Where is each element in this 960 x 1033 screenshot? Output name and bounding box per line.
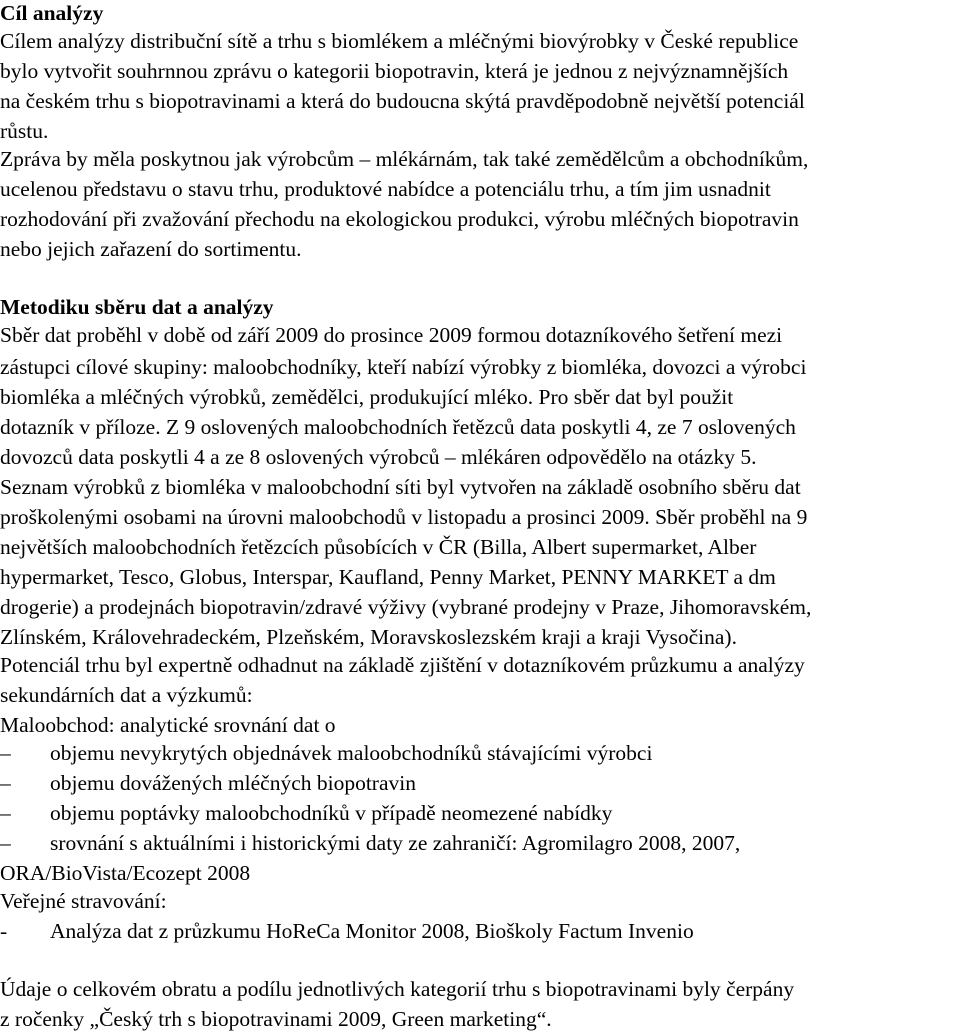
dash-bullet: –: [0, 741, 11, 765]
list-item: [0, 740, 960, 766]
paragraph-line: Sběr dat proběhl v době od září 2009 do prosince 2009 formou dotazníkového šetření mezi: [0, 323, 783, 347]
paragraph-line: zástupci cílové skupiny: maloobchodníky, kteří nabízí výrobky z biomléka, dovozci a výrobci: [0, 355, 807, 379]
list-item-text: objemu nevykrytých objednávek maloobchodníků stávajícími výrobci: [50, 741, 653, 765]
list-item: [0, 918, 960, 944]
paragraph-line: Zpráva by měla poskytnou jak výrobcům – mlékárnám, tak také zemědělcům a obchodníkům,: [0, 147, 809, 171]
dash-bullet: –: [0, 771, 11, 795]
paragraph-line: růstu.: [0, 119, 49, 143]
list-item-continuation: ORA/BioVista/Ecozept 2008: [0, 861, 251, 885]
list-item: [0, 830, 960, 856]
paragraph-line: ucelenou představu o stavu trhu, produktové nabídce a potenciálu trhu, a tím jim usnadnit: [0, 177, 771, 201]
paragraph-line: hypermarket, Tesco, Globus, Interspar, Kaufland, Penny Market, PENNY MARKET a dm: [0, 565, 776, 589]
paragraph-line: z ročenky „Český trh s biopotravinami 2009, Green marketing“.: [0, 1007, 552, 1031]
paragraph-line: sekundárních dat a výzkumů:: [0, 683, 253, 707]
paragraph-line: rozhodování při zvažování přechodu na ekologickou produkci, výrobu mléčných biopotravin: [0, 207, 799, 231]
list-item-text: objemu dovážených mléčných biopotravin: [50, 771, 416, 795]
list-item-text: srovnání s aktuálními i historickými daty ze zahraničí: Agromilagro 2008, 2007,: [50, 831, 741, 855]
paragraph-line: nebo jejich zařazení do sortimentu.: [0, 237, 302, 261]
hyphen-bullet: -: [0, 919, 8, 943]
paragraph-line: Seznam výrobků z biomléka v maloobchodní síti byl vytvořen na základě osobního sběru dat: [0, 475, 801, 499]
list-item-text: Analýza dat z průzkumu HoReCa Monitor 2008, Bioškoly Factum Invenio: [50, 919, 694, 943]
catering-label: Veřejné stravování:: [0, 889, 167, 913]
paragraph-line: na českém trhu s biopotravinami a která do budoucna skýtá pravděpodobně největší potenciál: [0, 89, 805, 113]
paragraph-line: největších maloobchodních řetězcích působících v ČR (Billa, Albert supermarket, Alber: [0, 535, 757, 559]
section-heading-goal: Cíl analýzy: [0, 1, 104, 25]
paragraph-line: Údaje o celkovém obratu a podílu jednotlivých kategorií trhu s biopotravinami byly čerpány: [0, 977, 795, 1001]
paragraph-line: dotazník v příloze. Z 9 oslovených maloobchodních řetězců data poskytli 4, ze 7 oslovených: [0, 415, 796, 439]
list-item-text: objemu poptávky maloobchodníků v případě neomezené nabídky: [50, 801, 613, 825]
paragraph-line: bylo vytvořit souhrnnou zprávu o kategorii biopotravin, která je jednou z nejvýznamnějších: [0, 59, 789, 83]
paragraph-line: proškolenými osobami na úrovni maloobchodů v listopadu a prosinci 2009. Sběr proběhl na 9: [0, 505, 808, 529]
list-item: [0, 800, 960, 826]
dash-bullet: –: [0, 831, 11, 855]
paragraph-line: Zlínském, Královehradeckém, Plzeňském, Moravskoslezském kraji a kraji Vysočina).: [0, 625, 737, 649]
section-heading-methodology: Metodiku sběru dat a analýzy: [0, 295, 274, 319]
dash-bullet: –: [0, 801, 11, 825]
paragraph-line: biomléka a mléčných výrobků, zemědělci, produkující mléko. Pro sběr dat byl použit: [0, 385, 734, 409]
paragraph-line: Cílem analýzy distribuční sítě a trhu s biomlékem a mléčnými biovýrobky v České republice: [0, 29, 799, 53]
list-item: [0, 770, 960, 796]
paragraph-line: Maloobchod: analytické srovnání dat o: [0, 713, 336, 737]
paragraph-line: drogerie) a prodejnách biopotravin/zdravé výživy (vybrané prodejny v Praze, Jihomoravském,: [0, 595, 812, 619]
paragraph-line: dovozců data poskytli 4 a ze 8 oslovených výrobců – mlékáren odpovědělo na otázky 5.: [0, 445, 757, 469]
paragraph-line: Potenciál trhu byl expertně odhadnut na základě zjištění v dotazníkovém průzkumu a analýzy: [0, 653, 805, 677]
